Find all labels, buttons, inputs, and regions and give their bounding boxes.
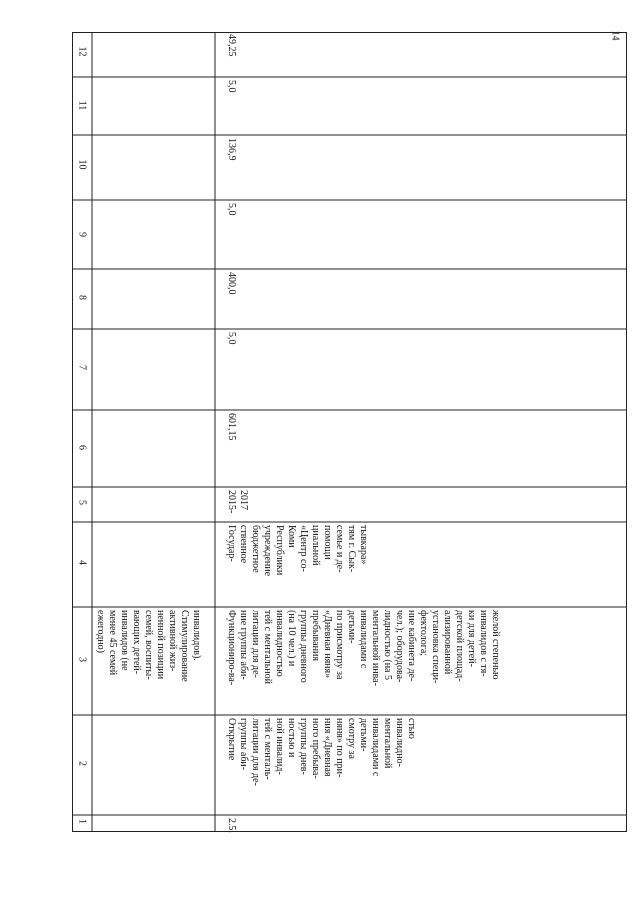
text-line: группы дневного	[298, 610, 309, 683]
text-line: группы днев-	[298, 718, 309, 775]
col-number-12: 12	[76, 46, 88, 57]
text-line: тей с ментальной	[262, 610, 273, 684]
text-line: ментальной инва-	[370, 610, 381, 686]
text-line: по присмотру за	[334, 610, 345, 680]
col-number-1: 1	[76, 819, 88, 824]
text-line: детской площад-	[454, 610, 465, 682]
text-line: ния «Дневная	[322, 718, 333, 777]
text-line: бюджетное	[250, 525, 261, 573]
col-number-4: 4	[76, 560, 88, 565]
text-line: семье и де-	[334, 525, 345, 573]
col-number-10: 10	[76, 159, 88, 170]
text-line: «Дневная няня»	[322, 610, 333, 679]
text-line: ного пребыва-	[310, 718, 321, 779]
text-line: чел.); оборудова-	[394, 610, 405, 683]
prev-row-col12-value: 49,25	[226, 34, 237, 57]
text-line: Стимулирование	[179, 610, 190, 682]
rotated-table	[72, 32, 627, 832]
text-line: желой степенью	[490, 610, 501, 680]
text-line: циальной	[310, 525, 321, 566]
text-line: менее 45 семей	[107, 610, 118, 676]
row-25-col6-value: 601,15	[226, 413, 237, 441]
page-number: 14	[609, 30, 621, 41]
text-line: группы аби-	[238, 718, 249, 771]
text-line: тывкара»	[358, 525, 369, 565]
text-line: учреждение	[262, 525, 273, 577]
text-line: ной инвалид-	[274, 718, 285, 775]
text-line: детьми-	[358, 718, 369, 752]
text-line: 2017	[238, 490, 249, 510]
text-line: тей с менталь-	[262, 718, 273, 780]
text-line: тям г. Сык-	[346, 525, 357, 573]
table-grid	[72, 32, 627, 832]
text-line: Республики	[274, 525, 285, 576]
text-line: ние кабинета де-	[406, 610, 417, 682]
row-25-col10-value: 136,9	[226, 138, 237, 161]
text-line: (на 10 чел.) и	[286, 610, 297, 667]
text-line: инвалидов).	[191, 610, 202, 661]
text-line: литации для де-	[250, 718, 261, 786]
col-number-5: 5	[76, 500, 88, 505]
col-number-9: 9	[76, 232, 88, 237]
col-number-6: 6	[76, 445, 88, 450]
text-line: ежегодно)	[95, 610, 106, 653]
row-number: 2.5.	[226, 818, 237, 833]
text-line: Функциониро-ва-	[226, 610, 237, 686]
text-line: лидностью (на 5	[382, 610, 393, 680]
col-number-3: 3	[76, 657, 88, 662]
text-line: инвалидов с тя-	[478, 610, 489, 677]
row-25-col9-value: 5,0	[226, 203, 237, 216]
text-line: няня» по при-	[334, 718, 345, 778]
text-line: инвалидностью	[274, 610, 285, 677]
text-line: ние группы аби-	[238, 610, 249, 680]
text-line: детьми-	[346, 610, 357, 644]
text-line: инвалидами с	[370, 718, 381, 777]
col-number-2: 2	[76, 761, 88, 766]
text-line: инвалидно-	[394, 718, 405, 767]
text-line: ностью и	[286, 718, 297, 758]
text-line: Государ-	[226, 525, 237, 562]
text-line: стью	[406, 718, 417, 739]
text-line: ненной позиции	[155, 610, 166, 680]
row-25-col7-value: 5,0	[226, 332, 237, 345]
col-number-11: 11	[76, 100, 88, 111]
text-line: 2015-	[226, 490, 237, 514]
row-25-col8-value: 400,0	[226, 272, 237, 295]
text-line: ки для детей-	[466, 610, 477, 667]
text-line: Коми	[286, 525, 297, 548]
text-line: «Центр со-	[298, 525, 309, 572]
col-number-7: 7	[76, 365, 88, 370]
text-line: ментальной	[382, 718, 393, 769]
text-line: установка специ-	[430, 610, 441, 684]
text-line: пребывания	[310, 610, 321, 661]
text-line: ственное	[238, 525, 249, 564]
text-line: инвалидов (не	[119, 610, 130, 671]
text-line: вающих детей-	[131, 610, 142, 675]
text-line: ализированной	[442, 610, 453, 675]
text-line: фектолога;	[418, 610, 429, 657]
col-number-8: 8	[76, 295, 88, 300]
text-line: инвалидами с	[358, 610, 369, 669]
text-line: Открытие	[226, 718, 237, 761]
text-line: помощи	[322, 525, 333, 560]
row-25-col11-value: 5,0	[226, 80, 237, 93]
text-line: активной жиз-	[167, 610, 178, 672]
text-line: смотру за	[346, 718, 357, 759]
text-line: семей, воспиты-	[143, 610, 154, 680]
text-line: литации для де-	[250, 610, 261, 678]
